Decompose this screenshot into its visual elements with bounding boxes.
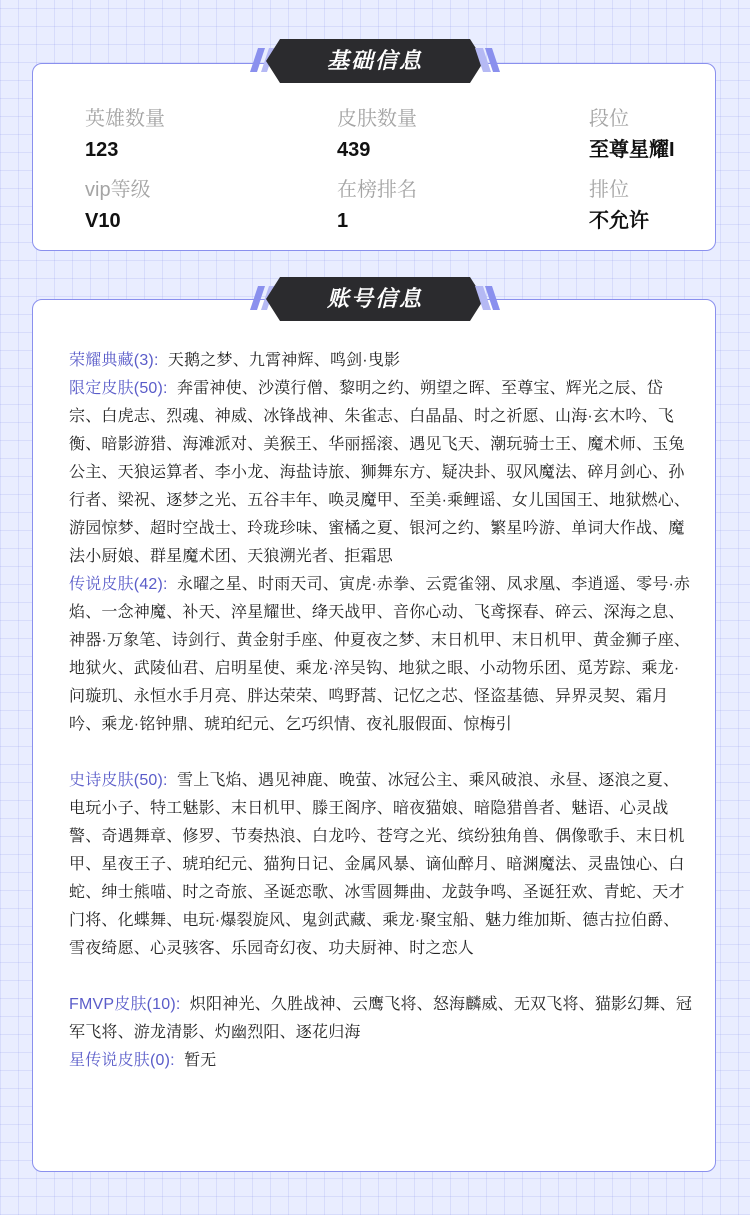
ranking-stat: [589, 177, 649, 234]
glory-collection-row: [69, 347, 695, 375]
legend-skins-items: 永曜之星、时雨天司、寅虎·赤拳、云霓雀翎、凤求凰、李逍遥、零号·赤焰、一念神魔、补天、淬星耀世、绛天战甲、音你心动、飞鸢探春、碎云、深海之息、神器·万象笔、诗剑行、黄金射手座、仲夏夜之梦、末日机甲、末日机甲、黄金狮子座、地狱火、武陵仙君、启明星使、乘龙·淬吴钩、地狱之眼、小动物乐团、觅芳踪、乘龙·问璇玑、永恒水手月亮、胖达荣荣、鸣野蒿、记忆之芯、怪盗基德、异界灵契、霜月吟、乘龙·铭钟鼎、琥珀纪元、乞巧织情、夜礼服假面、惊梅引: [69, 576, 691, 733]
hero-count-label: 英雄数量: [85, 108, 165, 130]
star-legend-skins-row: [69, 1047, 695, 1075]
glory-collection-label: 荣耀典藏(3):: [69, 352, 159, 369]
legend-skins-row: [69, 571, 695, 739]
vip-label: vip等级: [85, 179, 151, 201]
spacer: [69, 739, 695, 767]
ranking-value: 不允许: [589, 210, 649, 232]
limited-skins-row: [69, 375, 695, 571]
basic-info-banner: [248, 38, 502, 84]
skin-count-stat: [337, 106, 417, 163]
fmvp-skins-label: FMVP皮肤(10):: [69, 996, 181, 1013]
hero-count-stat: [85, 106, 165, 163]
leaderboard-value: 1: [337, 210, 349, 232]
basic-info-card: [32, 63, 716, 251]
epic-skins-row: [69, 767, 695, 963]
legend-skins-label: 传说皮肤(42):: [69, 576, 168, 593]
limited-skins-items: 奔雷神使、沙漠行僧、黎明之约、朔望之晖、至尊宝、辉光之辰、岱宗、白虎志、烈魂、神威、冰锋战神、朱雀志、白晶晶、时之祈愿、山海·玄木吟、飞衡、暗影游猎、海滩派对、美猴王、华丽摇滚、遇见飞天、潮玩骑士王、魔术师、玉兔公主、天狼运算者、李小龙、海盐诗旅、狮舞东方、疑决卦、驭风魔法、碎月剑心、孙行者、梁祝、逐梦之光、五谷丰年、唤灵魔甲、至美·乘鲤谣、女儿国国王、地狱燃心、游园惊梦、超时空战士、玲珑珍味、蜜橘之夏、银河之约、繁星吟游、单词大作战、魔法小厨娘、群星魔术团、天狼溯光者、拒霜思: [69, 380, 691, 565]
ranking-label: 排位: [589, 179, 629, 201]
rank-label: 段位: [589, 108, 629, 130]
account-info-title: 账号信息: [326, 286, 423, 311]
rank-value: 至尊星耀I: [589, 139, 675, 161]
skin-count-label: 皮肤数量: [337, 108, 417, 130]
account-info-card: [32, 299, 716, 1172]
limited-skins-label: 限定皮肤(50):: [69, 380, 168, 397]
basic-info-title: 基础信息: [326, 48, 423, 73]
skin-count-value: 439: [337, 139, 371, 161]
leaderboard-label: 在榜排名: [337, 179, 417, 201]
rank-stat: [589, 106, 675, 163]
fmvp-skins-items: 炽阳神光、久胜战神、云鹰飞将、怒海麟威、无双飞将、猫影幻舞、冠军飞将、游龙清影、灼幽烈阳、逐花归海: [69, 996, 693, 1041]
vip-value: V10: [85, 210, 121, 232]
glory-collection-items: 天鹅之梦、九霄神辉、鸣剑·曳影: [167, 352, 401, 369]
epic-skins-label: 史诗皮肤(50):: [69, 772, 168, 789]
vip-stat: [85, 177, 151, 234]
star-legend-skins-label: 星传说皮肤(0):: [69, 1052, 175, 1069]
fmvp-skins-row: [69, 991, 695, 1047]
leaderboard-stat: [337, 177, 417, 234]
epic-skins-items: 雪上飞焰、遇见神鹿、晚萤、冰冠公主、乘风破浪、永昼、逐浪之夏、电玩小子、特工魅影、末日机甲、滕王阁序、暗夜猫娘、暗隐猎兽者、魅语、心灵战警、奇遇舞章、修罗、节奏热浪、白龙吟、苍穹之光、缤纷独角兽、偶像歌手、末日机甲、星夜王子、琥珀纪元、猫狗日记、金属风暴、谪仙醉月、暗渊魔法、灵蛊蚀心、白蛇、绅士熊喵、时之奇旅、圣诞恋歌、冰雪圆舞曲、龙鼓争鸣、圣诞狂欢、青蛇、天才门将、化蝶舞、电玩·爆裂旋风、鬼剑武藏、乘龙·聚宝船、魅力维加斯、德古拉伯爵、雪夜绮愿、心灵骇客、乐园奇幻夜、功夫厨神、时之恋人: [69, 772, 685, 957]
star-legend-skins-items: 暂无: [184, 1052, 217, 1069]
spacer: [69, 963, 695, 991]
account-skin-list: [69, 347, 695, 1075]
hero-count-value: 123: [85, 139, 119, 161]
account-info-banner: [248, 276, 502, 322]
